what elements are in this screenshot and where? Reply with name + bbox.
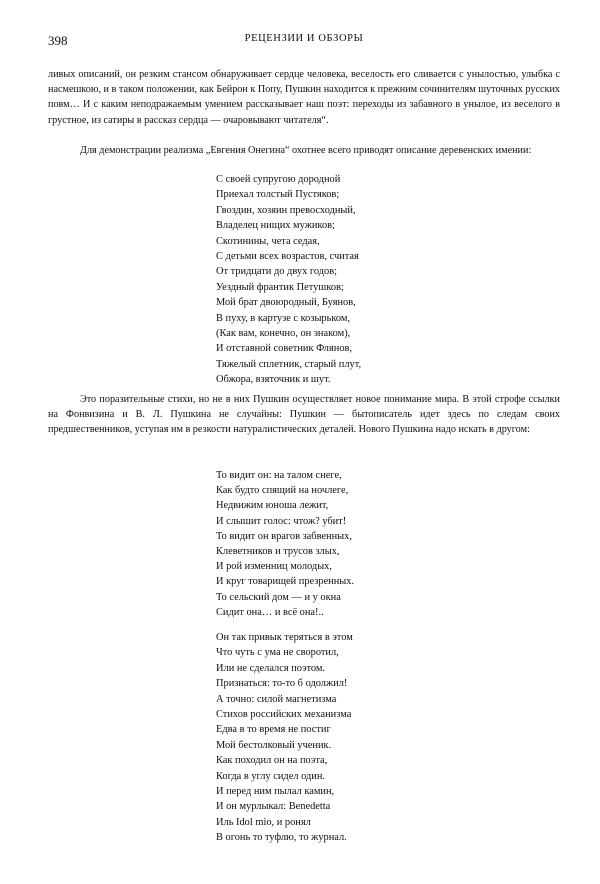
verse-line: С своей супругою дородной — [216, 174, 341, 185]
verse-line: Мой брат двоюродный, Буянов, — [216, 297, 356, 309]
verse-line: Тяжелый сплетник, старый плут, — [216, 358, 362, 370]
verse-line: И перед ним пылал камин, — [216, 786, 335, 798]
verse-line: Едва в то время не постиг — [216, 724, 331, 736]
verse-line: То сельский дом — и у окна — [216, 591, 341, 603]
verse-line: Обжора, взяточник и шут. — [216, 374, 331, 386]
verse-line: В огонь то туфлю, то журнал. — [216, 832, 347, 844]
verse-line: То видит он: на талом снеге, — [216, 470, 342, 481]
verse-line: Владелец нищих мужиков; — [216, 220, 335, 232]
verse-line: Приехал толстый Пустяков; — [216, 189, 340, 201]
verse-line: Мой бестолковый ученик. — [216, 739, 332, 751]
paragraph-text: ливых описаний, он резким стансом обнаруживает сердце человека, веселость его сливается с унылостью, улыбка с насмешкою, и в таком положении, как Бейрон к Попу, Пушкин находится к прежним сочинителям шуточных русских повм… И с каким неподражаемым умением рассказывает наш поэт: переходы из забавного в унылое, из веселого в грустное, из сатиры в рассказ сердца — очаровывают читателя“. — [48, 69, 560, 126]
page-number: 398 — [48, 33, 68, 48]
verse-line: Что чуть с ума не своротил, — [216, 647, 339, 659]
paragraph-text: Это поразительные стихи, но не в них Пушкин осуществляет новое понимание мира. В этой строфе ссылки на Фонвизина и В. Л. Пушкина не случайны: Пушкин — бытописатель идет здесь по следам своих предшественников, уступая им в резкости натуралистических деталей. Нового Пушкина надо искать в другом: — [48, 394, 560, 436]
paragraph-analysis — [48, 392, 560, 438]
verse-line: И круг товарищей презренных. — [216, 576, 355, 588]
verse-line: Уездный франтик Петушков; — [216, 281, 344, 293]
verse-line: С детьми всех возрастов, считая — [216, 251, 359, 263]
verse-line: Недвижим юноша лежит, — [216, 500, 329, 512]
verse-line: Как походил он на поэта, — [216, 755, 328, 767]
verse-line: Признаться: то-то б одолжил! — [216, 678, 348, 690]
paragraph-text: Для демонстрации реализма „Евгения Онегина“ охотнее всего приводят описание деревенских имении: — [80, 145, 532, 156]
verse-line: Сидит она… и всё она!.. — [216, 606, 324, 618]
verse-stanza-poet — [216, 630, 353, 846]
running-title: РЕЦЕНЗИИ И ОБЗОРЫ — [244, 33, 364, 44]
verse-line: (Как вам, конечно, он знаком), — [216, 328, 351, 340]
verse-line: Когда в углу сидел один. — [216, 770, 326, 782]
verse-line: Скотинины, чета седая, — [216, 235, 320, 247]
page-header — [48, 33, 560, 49]
verse-line: То видит он врагов забвенных, — [216, 530, 352, 542]
verse-line: И слышит голос: чтож? убит! — [216, 515, 347, 527]
verse-line: Он так привык теряться в этом — [216, 632, 353, 643]
verse-line: Гвоздин, хозяин превосходный, — [216, 204, 356, 216]
verse-line: Клеветников и трусов злых, — [216, 546, 340, 558]
paragraph-continuation — [48, 67, 560, 128]
verse-line: И он мурлыкал: Benedetta — [216, 801, 331, 813]
verse-stanza-guests — [216, 172, 361, 388]
verse-line: Стихов российских механизма — [216, 709, 352, 721]
verse-line: И отставной советник Флянов, — [216, 343, 353, 355]
verse-line: Иль Idol mio, и ронял — [216, 816, 311, 828]
verse-line: В пуху, в картузе с козырьком, — [216, 312, 351, 324]
paragraph-intro-verse — [48, 143, 560, 158]
verse-line: А точно: силой магнетизма — [216, 693, 337, 705]
verse-line: Как будто спящий на ночлеге, — [216, 485, 349, 497]
verse-line: И рой изменниц молодых, — [216, 561, 332, 573]
verse-line: От тридцати до двух годов; — [216, 266, 338, 278]
verse-line: Или не сделался поэтом. — [216, 662, 326, 674]
verse-stanza-visions — [216, 468, 354, 620]
